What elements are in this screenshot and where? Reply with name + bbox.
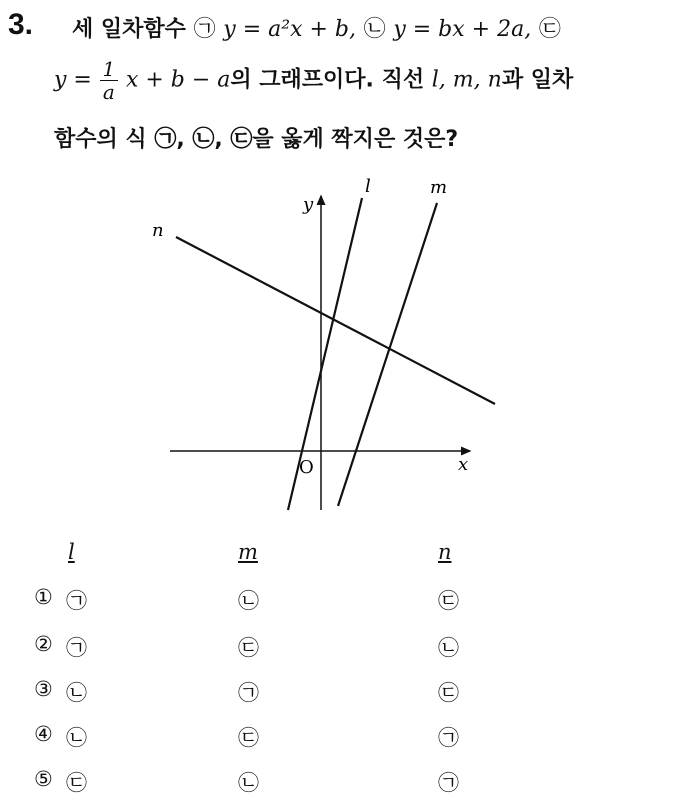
line-names: l, m, n — [431, 67, 502, 93]
line-m — [338, 203, 437, 506]
choice-l: ㉠ — [66, 636, 87, 660]
choice-l: ㉠ — [66, 589, 87, 613]
question-intro: 세 일차함수 — [72, 17, 186, 42]
header-l: l — [68, 540, 75, 564]
choice-l: ㉡ — [66, 681, 87, 705]
question-line-2-text: 의 그래프이다. 직선 — [230, 67, 425, 93]
question-line-3: 함수의 식 ㉠, ㉡, ㉢을 옳게 짝지은 것은? — [54, 127, 459, 152]
choice-m: ㉢ — [238, 726, 259, 750]
marker-3: ㉢ — [538, 17, 561, 42]
choice-number: ④ — [34, 722, 53, 746]
choice-n: ㉠ — [438, 771, 459, 795]
marker-2: ㉡ — [363, 17, 386, 42]
line-n-label: n — [152, 220, 164, 241]
choice-number: ② — [34, 632, 53, 656]
choice-number: ① — [34, 585, 53, 609]
choice-number: ⑤ — [34, 767, 53, 791]
equation-2: y = bx + 2a, — [393, 17, 532, 42]
fraction-denominator: a — [102, 80, 115, 104]
header-m: m — [238, 540, 258, 564]
choice-m: ㉠ — [238, 681, 259, 705]
line-n — [176, 237, 495, 404]
choice-number: ③ — [34, 677, 53, 701]
choice-m: ㉡ — [238, 771, 259, 795]
fraction-numerator: 1 — [100, 58, 119, 81]
choice-n: ㉢ — [438, 681, 459, 705]
origin-label: O — [299, 457, 314, 478]
x-axis-label: x — [458, 454, 469, 475]
choice-n: ㉠ — [438, 726, 459, 750]
line-l-label: l — [365, 176, 371, 197]
equation-1: y = a²x + b, — [223, 17, 356, 42]
y-axis-label: y — [303, 194, 314, 215]
choice-m: ㉢ — [238, 636, 259, 660]
choice-l: ㉡ — [66, 726, 87, 750]
choice-n: ㉡ — [438, 636, 459, 660]
marker-1: ㉠ — [193, 17, 216, 42]
header-n: n — [438, 540, 452, 564]
choice-l: ㉢ — [66, 771, 87, 795]
choice-n: ㉢ — [438, 589, 459, 613]
question-line-2-tail: 과 일차 — [501, 67, 574, 93]
equation-3-rest: x + b − a — [125, 67, 231, 93]
choice-m: ㉡ — [238, 589, 259, 613]
equation-3-lhs: y = — [54, 67, 92, 93]
line-m-label: m — [430, 177, 448, 198]
question-number: 3. — [8, 8, 34, 41]
